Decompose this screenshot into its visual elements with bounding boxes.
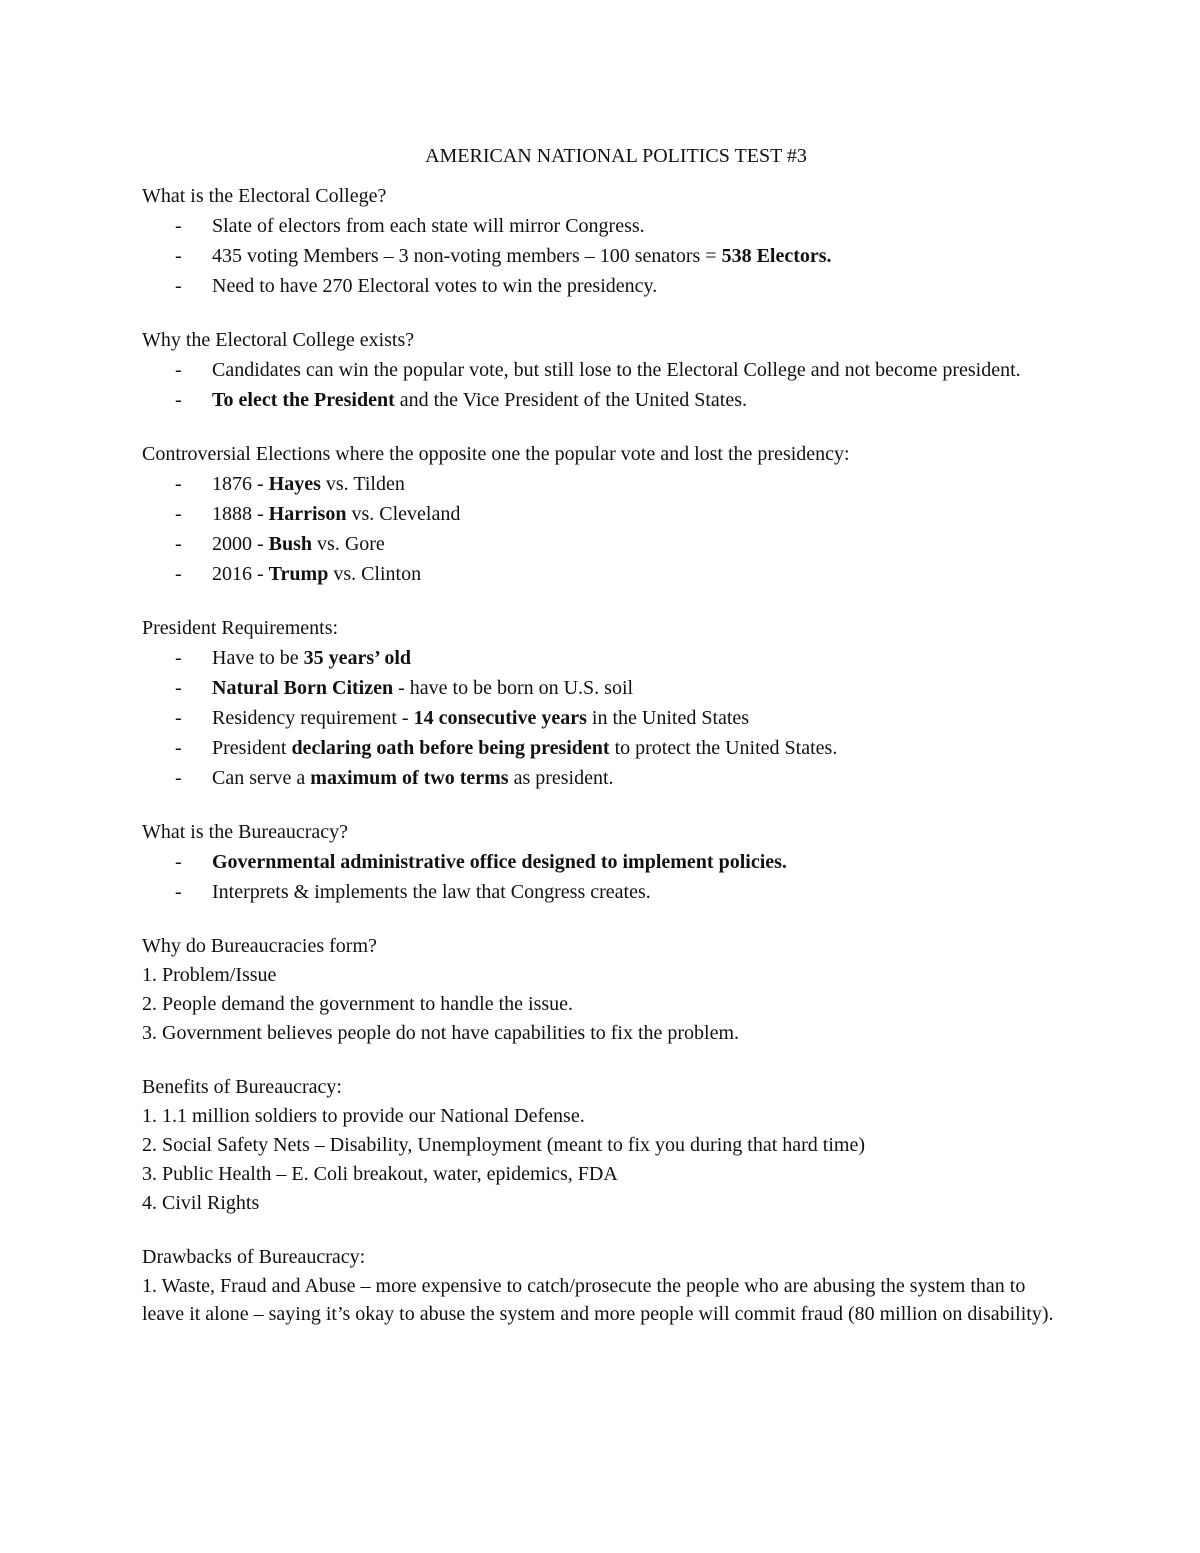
- list-item: [142, 212, 1062, 240]
- bulleted-sections: [142, 182, 1062, 906]
- text-run: - have to be born on U.S. soil: [393, 677, 634, 699]
- text-run: Have to be: [212, 647, 304, 669]
- text-run: as president.: [508, 767, 614, 789]
- text-run: and the Vice President of the United States.: [394, 389, 747, 411]
- dash-bullet: -: [175, 473, 182, 495]
- text-run: vs. Gore: [312, 533, 385, 555]
- text-run: Need to have 270 Electoral votes to win the presidency.: [212, 275, 658, 297]
- bold-text: declaring oath before being president: [291, 737, 610, 759]
- document-body: [142, 142, 1062, 1354]
- dash-bullet: -: [175, 533, 182, 555]
- dash-bullet: -: [175, 215, 182, 237]
- text-run: vs. Clinton: [328, 563, 422, 585]
- dash-bullet: -: [175, 881, 182, 903]
- text-run: 2016 -: [212, 563, 269, 585]
- section-heading: What is the Electoral College?: [142, 185, 387, 207]
- list-item: [142, 704, 1062, 732]
- dash-bullet: -: [175, 737, 182, 759]
- dash-bullet: -: [175, 563, 182, 585]
- numbered-list: [142, 1102, 1062, 1217]
- text-run: Residency requirement -: [212, 707, 414, 729]
- section: [142, 818, 1062, 906]
- text-run: 435 voting Members – 3 non-voting members – 100 senators =: [212, 245, 722, 267]
- list-item: 2. Social Safety Nets – Disability, Unemployment (meant to fix you during that hard time): [142, 1134, 866, 1156]
- list-item: 3. Government believes people do not have capabilities to fix the problem.: [142, 1022, 740, 1044]
- list-item: [142, 470, 1062, 498]
- bold-text: Natural Born Citizen: [212, 677, 394, 699]
- section: [142, 1073, 1062, 1217]
- list-item: [142, 764, 1062, 792]
- section: [142, 326, 1062, 414]
- text-run: vs. Cleveland: [346, 503, 461, 525]
- list-item: [142, 356, 1062, 384]
- list-item: [142, 644, 1062, 672]
- bold-text: To elect the President: [212, 389, 395, 411]
- text-run: Slate of electors from each state will mirror Congress.: [212, 215, 645, 237]
- bold-text: Hayes: [268, 473, 321, 495]
- text-run: Candidates can win the popular vote, but still lose to the Electoral College and not become president.: [212, 359, 1021, 381]
- bullet-list: [142, 644, 1062, 792]
- dash-bullet: -: [175, 245, 182, 267]
- text-run: President: [212, 737, 292, 759]
- section: [142, 614, 1062, 792]
- bold-text: Trump: [268, 563, 329, 585]
- bullet-list: [142, 848, 1062, 906]
- list-item: [142, 500, 1062, 528]
- dash-bullet: -: [175, 647, 182, 669]
- section-heading: What is the Bureaucracy?: [142, 821, 349, 843]
- dash-bullet: -: [175, 767, 182, 789]
- section: [142, 440, 1062, 588]
- section-heading: Controversial Elections where the opposite one the popular vote and lost the presidency:: [142, 443, 850, 465]
- bullet-list: [142, 356, 1062, 414]
- dash-bullet: -: [175, 851, 182, 873]
- list-item: [142, 848, 1062, 876]
- list-item: [142, 386, 1062, 414]
- section-heading: Drawbacks of Bureaucracy:: [142, 1246, 366, 1268]
- bullet-list: [142, 470, 1062, 588]
- list-item: 2. People demand the government to handle the issue.: [142, 993, 574, 1015]
- section: [142, 182, 1062, 300]
- list-item: 1. Waste, Fraud and Abuse – more expensive to catch/prosecute the people who are abusing the system than to leave it alone – saying it’s okay to abuse the system and more people will commit fraud (80 million on disability).: [142, 1275, 1054, 1325]
- bold-text: 35 years’ old: [303, 647, 412, 669]
- dash-bullet: -: [175, 359, 182, 381]
- bold-text: Governmental administrative office designed to implement policies.: [212, 851, 787, 873]
- bold-text: Harrison: [268, 503, 347, 525]
- list-item: [142, 674, 1062, 702]
- list-item: [142, 272, 1062, 300]
- numbered-list: [142, 961, 1062, 1047]
- bullet-list: [142, 212, 1062, 300]
- text-run: to protect the United States.: [609, 737, 838, 759]
- section-heading: Why do Bureaucracies form?: [142, 935, 377, 957]
- section-heading: President Requirements:: [142, 617, 339, 639]
- bold-text: 538 Electors.: [721, 245, 832, 267]
- text-run: vs. Tilden: [320, 473, 405, 495]
- section-heading: Why the Electoral College exists?: [142, 329, 415, 351]
- list-item: 3. Public Health – E. Coli breakout, water, epidemics, FDA: [142, 1163, 618, 1185]
- bold-text: maximum of two terms: [310, 767, 509, 789]
- list-item: [142, 560, 1062, 588]
- text-run: in the United States: [586, 707, 750, 729]
- section: [142, 932, 1062, 1047]
- text-run: 1888 -: [212, 503, 269, 525]
- section-heading: Benefits of Bureaucracy:: [142, 1076, 342, 1098]
- page-title: AMERICAN NATIONAL POLITICS TEST #3: [425, 145, 807, 167]
- list-item: 1. Problem/Issue: [142, 964, 277, 986]
- list-item: 4. Civil Rights: [142, 1192, 260, 1214]
- dash-bullet: -: [175, 707, 182, 729]
- text-run: 1876 -: [212, 473, 269, 495]
- list-item: 1. 1.1 million soldiers to provide our National Defense.: [142, 1105, 585, 1127]
- text-run: Can serve a: [212, 767, 311, 789]
- dash-bullet: -: [175, 275, 182, 297]
- numbered-sections: [142, 932, 1062, 1328]
- dash-bullet: -: [175, 677, 182, 699]
- text-run: Interprets & implements the law that Congress creates.: [212, 881, 651, 903]
- text-run: 2000 -: [212, 533, 269, 555]
- numbered-list: [142, 1272, 1062, 1328]
- list-item: [142, 242, 1062, 270]
- list-item: [142, 878, 1062, 906]
- list-item: [142, 530, 1062, 558]
- section: [142, 1243, 1062, 1328]
- bold-text: 14 consecutive years: [413, 707, 587, 729]
- dash-bullet: -: [175, 389, 182, 411]
- dash-bullet: -: [175, 503, 182, 525]
- list-item: [142, 734, 1062, 762]
- bold-text: Bush: [268, 533, 313, 555]
